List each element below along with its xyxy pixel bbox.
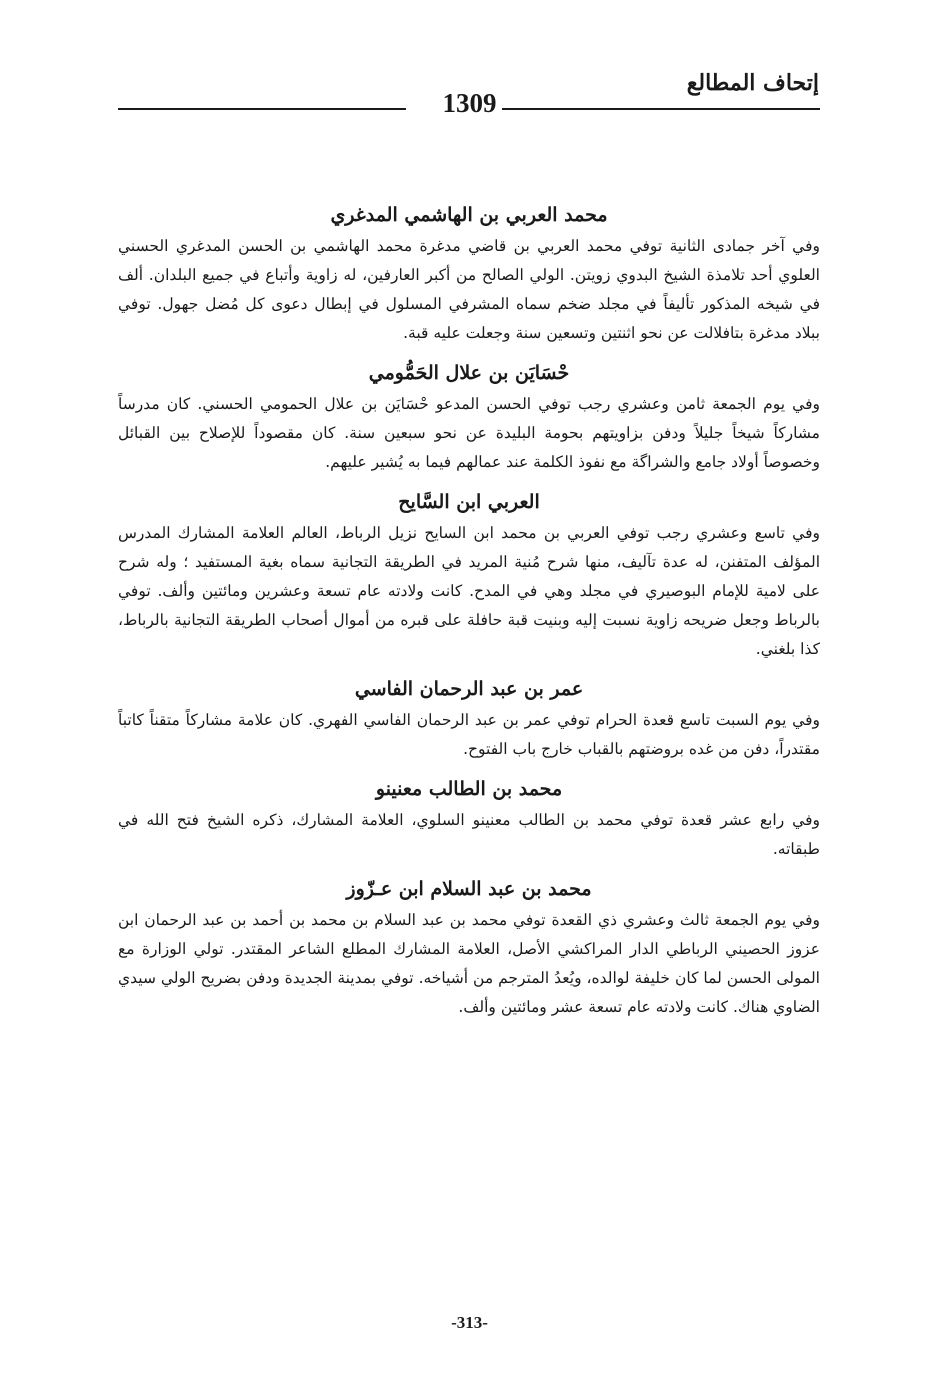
entry-title: العربي ابن السَّايح	[398, 491, 540, 513]
entry	[118, 198, 820, 348]
entry-body: وفي رابع عشر قعدة توفي محمد بن الطالب معنينو السلوي، العلامة المشارك، ذكره الشيخ فتح الله في طبقاته.	[118, 811, 820, 858]
entry-title: محمد العربي بن الهاشمي المدغري	[330, 204, 608, 226]
entry-title: محمد بن الطالب معنينو	[375, 778, 563, 800]
entry	[118, 356, 820, 477]
header-year: 1309	[442, 88, 497, 118]
entry-body: وفي تاسع وعشري رجب توفي العربي بن محمد ابن السايح نزيل الرباط، العالم العلامة المشارك المدرس المؤلف المتفنن، له عدة تآليف، منها شرح مُنية المريد في الطريقة التجانية سماه بغية المستفيد ؛ وله شرح على لامية للإمام البوصيري في مجلد وهي في المدح. كانت ولادته عام تسعة وعشرين ومائتين وألف. توفي بالرباط وجعل ضريحه زاوية نسبت إليه وبنيت قبة حافلة على قبره من أموال أصحاب الطريقة التجانية بالرباط، كذا بلغني.	[118, 524, 820, 658]
page-number: -313-	[451, 1313, 488, 1332]
entry	[118, 672, 820, 764]
entry-title: عمر بن عبد الرحمان الفاسي	[354, 678, 584, 700]
entry-title: حْسَايَن بن علال الحَمُّومي	[368, 362, 570, 384]
entry-body: وفي يوم الجمعة ثالث وعشري ذي القعدة توفي محمد بن عبد السلام بن محمد بن أحمد بن عبد الرحمان ابن عزوز الحصيني الرباطي الدار المراكشي الأصل، العلامة المشارك المطلع الشاعر المقتدر. تولي الوزارة مع المولى الحسن لما كان خليفة لوالده، ويُعدُ المترجم من أشياخه. توفي بمدينة الجديدة ودفن بضريح الولي سيدي الضاوي هناك. كانت ولادته عام تسعة عشر ومائتين وألف.	[118, 911, 820, 1016]
entry	[118, 772, 820, 864]
entry-body: وفي يوم السبت تاسع قعدة الحرام توفي عمر بن عبد الرحمان الفاسي الفهري. كان علامة مشاركاً متقناً كاتباً مقتدراً، دفن من غده بروضتهم بالقباب خارج باب الفتوح.	[118, 711, 820, 758]
entry	[118, 872, 820, 1022]
entry-body: وفي يوم الجمعة ثامن وعشري رجب توفي الحسن المدعو حْسَايَن بن علال الحمومي الحسني. كان مدرساً مشاركاً شيخاً جليلاً ودفن بزاويتهم بحومة البليدة عن نحو سبعين سنة. كان مقصوداً للإصلاح بين القبائل وخصوصاً أولاد جامع والشراگة مع نفوذ الكلمة عند عمالهم فيما به يُشير عليهم.	[118, 395, 820, 471]
entry	[118, 485, 820, 664]
page-content	[118, 198, 820, 1030]
entry-title: محمد بن عبد السلام ابن عـزّوز	[346, 878, 592, 900]
header-rule-right	[502, 108, 820, 110]
running-head-book-title: إتحاف المطالع	[686, 70, 819, 96]
entry-body: وفي آخر جمادى الثانية توفي محمد العربي بن قاضي مدغرة محمد الهاشمي بن الحسن المدغري الحسني العلوي أحد تلامذة الشيخ البدوي زويتن. الولي الصالح من أكبر العارفين، له زاوية وأتباع في جميع البلدان. ألف في شيخه المذكور تأليفاً في مجلد ضخم سماه المشرفي المسلول في إبطال دعوى كل مُضل جهول. توفي ببلاد مدغرة بتافلالت عن نحو اثنتين وتسعين سنة وجعلت عليه قبة.	[118, 237, 820, 342]
